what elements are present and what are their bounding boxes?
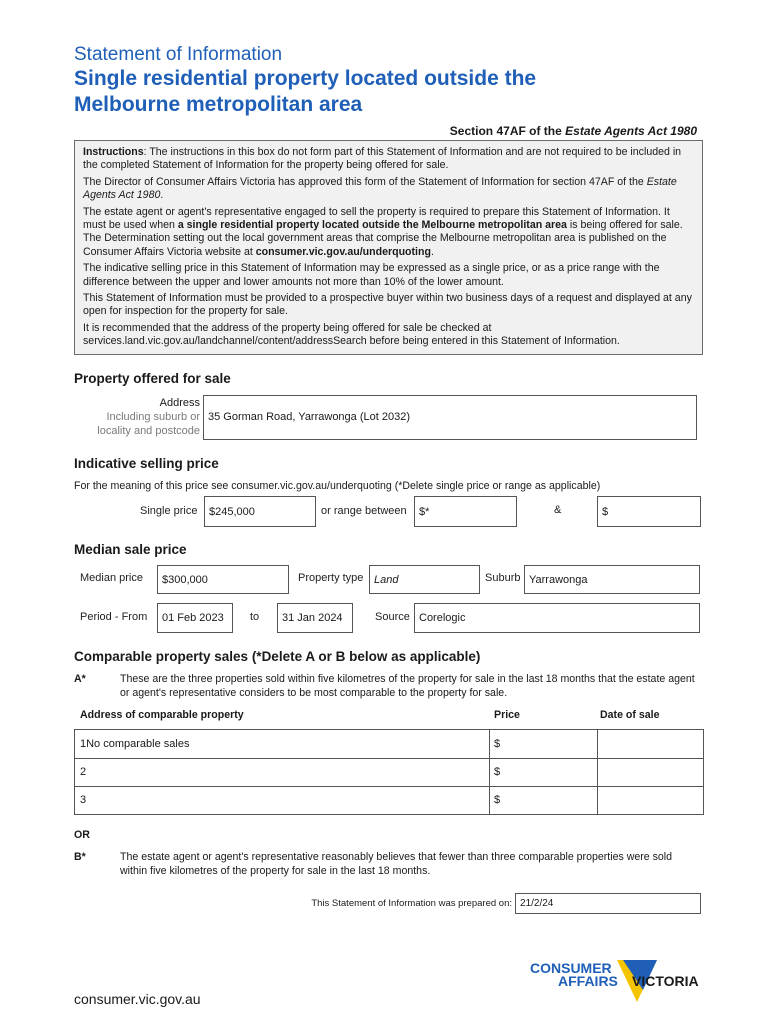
period-to-field[interactable]: 31 Jan 2024 bbox=[277, 603, 353, 633]
comparable-price-cell[interactable]: $ bbox=[494, 738, 501, 750]
source-field[interactable]: Corelogic bbox=[414, 603, 700, 633]
instructions-text: This Statement of Information must be provided to a prospective buyer within two business days of a request and displayed at any open for inspection for the property for sale. bbox=[83, 292, 692, 318]
property-heading: Property offered for sale bbox=[74, 371, 231, 386]
instructions-label: Instructions bbox=[83, 146, 144, 158]
suburb-field[interactable]: Yarrawonga bbox=[524, 565, 700, 594]
single-price-field[interactable]: $245,000 bbox=[204, 496, 316, 527]
instructions-text: The estate agent or agent's representative engaged to sell the property is required to prepare this Statement of Information. It must be used when bbox=[83, 205, 670, 232]
table-divider bbox=[75, 758, 703, 759]
address-sublabel: locality and postcode bbox=[97, 425, 200, 437]
median-heading: Median sale price bbox=[74, 542, 187, 557]
instructions-text: . bbox=[160, 189, 164, 202]
act-name: Estate Agents Act 1980 bbox=[565, 124, 697, 138]
comparable-price-cell[interactable]: $ bbox=[494, 794, 501, 806]
comparable-address-cell[interactable]: 3 bbox=[80, 794, 87, 806]
logo-affairs: AFFAIRS bbox=[558, 973, 618, 989]
instructions-text: The Director of Consumer Affairs Victoria has approved this form of the Statement of Information for section 47AF of the bbox=[83, 175, 647, 188]
comparable-heading: Comparable property sales (*Delete A or B below as applicable) bbox=[74, 649, 481, 664]
table-divider bbox=[75, 786, 703, 787]
instructions-act: Estate Agents Act 1980 bbox=[83, 175, 677, 202]
logo-victoria: VICTORIA bbox=[632, 973, 699, 989]
instructions-box bbox=[74, 140, 703, 355]
col-price-header: Price bbox=[494, 709, 520, 721]
option-b-text: The estate agent or agent's representative reasonably believes that fewer than three comparable properties were sold within five kilometres of the property for sale in the last 18 months. bbox=[120, 851, 673, 877]
single-price-label: Single price bbox=[140, 505, 198, 517]
option-a-text: These are the three properties sold within five kilometres of the property for sale in the last 18 months that the estate agent or agent's representative considers to be most comparable to the property for sale. bbox=[120, 673, 695, 699]
col-date-header: Date of sale bbox=[600, 709, 660, 721]
footer-url[interactable]: consumer.vic.gov.au bbox=[74, 991, 201, 1007]
address-label: Address bbox=[159, 397, 200, 409]
col-address-header: Address of comparable property bbox=[80, 709, 244, 721]
table-divider bbox=[597, 730, 598, 814]
prepared-date-field[interactable]: 21/2/24 bbox=[515, 893, 701, 914]
document-kicker: Statement of Information bbox=[74, 44, 283, 65]
instructions-text: The indicative selling price in this Statement of Information may be expressed as a single price, or as a price range with the difference between the upper and lower amounts not more than 10% of the lower amount. bbox=[83, 262, 660, 288]
comparable-address-cell[interactable]: 2 bbox=[80, 766, 87, 778]
comparable-price-cell[interactable]: $ bbox=[494, 766, 501, 778]
indicative-heading: Indicative selling price bbox=[74, 456, 219, 471]
act-reference bbox=[450, 124, 697, 138]
period-from-label: Period - From bbox=[80, 611, 148, 623]
table-divider bbox=[489, 730, 490, 814]
address-sublabel: Including suburb or bbox=[106, 411, 200, 423]
address-label-group bbox=[74, 396, 200, 438]
suburb-label: Suburb bbox=[485, 572, 521, 584]
prepared-label: This Statement of Information was prepared on: bbox=[311, 898, 512, 909]
range-ampersand: & bbox=[554, 504, 562, 516]
instructions-text: . bbox=[430, 245, 434, 258]
comparable-table bbox=[74, 729, 704, 815]
instructions-text: : The instructions in this box do not form part of this Statement of Information and are not required to be included in the completed Statement of Information for the property being offered for sale. bbox=[83, 146, 682, 172]
instructions-bold: a single residential property located outside the Melbourne metropolitan area bbox=[177, 219, 567, 232]
indicative-note: For the meaning of this price see consumer.vic.gov.au/underquoting (*Delete single price or range as applicable) bbox=[74, 480, 601, 492]
period-to-label: to bbox=[250, 611, 260, 623]
act-prefix: Section 47AF of the bbox=[449, 124, 566, 138]
property-type-field[interactable]: Land bbox=[369, 565, 480, 594]
option-b-label: B* bbox=[74, 851, 86, 863]
property-type-label: Property type bbox=[298, 572, 364, 584]
address-field[interactable]: 35 Gorman Road, Yarrawonga (Lot 2032) bbox=[203, 395, 697, 440]
logo-consumer: CONSUMER bbox=[530, 960, 612, 976]
consumer-affairs-victoria-logo bbox=[528, 958, 708, 1008]
instructions-text: It is recommended that the address of the property being offered for sale be checked at services.land.vic.gov.au/landchannel/content/addressSearch before being entered in this Statement of Information. bbox=[83, 321, 620, 348]
source-label: Source bbox=[375, 611, 410, 623]
median-price-label: Median price bbox=[80, 572, 143, 584]
underquoting-link[interactable]: consumer.vic.gov.au/underquoting bbox=[255, 245, 431, 258]
option-a-label: A* bbox=[74, 673, 86, 685]
instructions-text: is being offered for sale. The Determination setting out the local government areas that comprise the Melbourne metropolitan area is published on the Consumer Affairs Victoria website at bbox=[83, 219, 683, 258]
document-title: Single residential property located outside the Melbourne metropolitan area bbox=[74, 67, 537, 116]
range-high-field[interactable]: $ bbox=[597, 496, 701, 527]
range-label: or range between bbox=[321, 505, 407, 517]
median-price-field[interactable]: $300,000 bbox=[157, 565, 289, 594]
period-from-field[interactable]: 01 Feb 2023 bbox=[157, 603, 233, 633]
comparable-address-cell[interactable]: 1No comparable sales bbox=[80, 738, 190, 750]
range-low-field[interactable]: $* bbox=[414, 496, 517, 527]
or-label: OR bbox=[74, 829, 90, 841]
